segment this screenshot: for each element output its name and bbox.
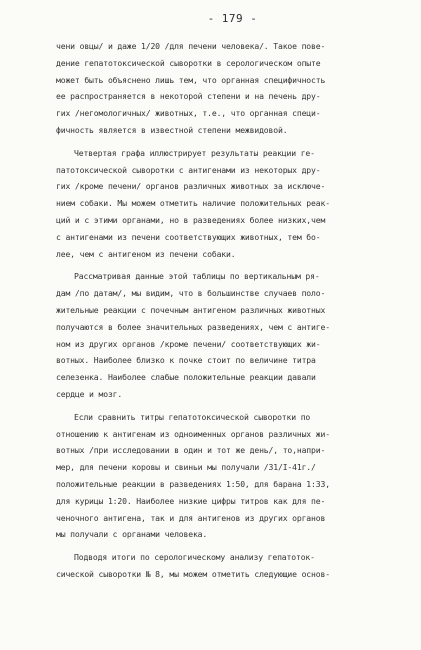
text-line: лее, чем с антигеном из печени собаки. [56,248,236,259]
text-line: с антигенами из печени соответствующих животных, тем бо- [56,231,321,242]
text-line: вотных. Наиболее близко к почке стоит по величине титра [56,355,316,366]
text-line: ченочного антигена, так и для антигенов из других органов [56,512,326,523]
text-line: чени овцы/ и даже 1/20 /для печени человека/. Такое пове- [56,41,326,51]
text-line: гих /негомологичных/ животных, т.е., что органная специ- [56,108,321,119]
text-line: положительные реакции в разведениях 1:50, для барана 1:33, [56,478,330,489]
paragraph-1 [56,38,395,139]
text-line: селезенка. Наиболее слабые положительные реакции давали [56,372,316,383]
text-line: получаются в более значительных разведениях, чем с антиге- [56,321,330,332]
text-line: ций и с этими органами, но в разведениях более низких,чем [56,214,326,225]
text-line: фичность является в известной степени межвидовой. [56,124,288,135]
text-line: мер, для печени коровы и свиньи мы получали /31/I-41г./ [56,462,316,473]
text-line: жительные реакции с почечным антигеном различных животных [56,304,326,315]
text-line: сердце и мозг. [56,388,123,399]
text-line: Рассматривая данные этой таблицы по вертикальным ря- [74,271,320,282]
text-line: мы получали с органами человека. [56,529,208,540]
paragraph-3 [56,268,395,402]
text-line: вотных /при исследовании в один и тот же день/, то,напри- [56,445,326,456]
text-line: дение гепатотоксической сыворотки в серологическом опыте [56,57,321,68]
text-line: нием собаки. Мы можем отметить наличие положительных реак- [56,198,330,209]
paragraph-4 [56,409,395,543]
text-line: патотоксической сыворотки с антигенами из некоторых дру- [56,164,321,175]
page-number: - 179 - [207,12,258,25]
paragraph-2 [56,145,395,263]
text-line: дам /по датам/, мы видим, что в большинстве случаев поло- [56,288,326,299]
text-line: для курицы 1:20. Наиболее низкие цифры титров как для пе- [56,495,326,506]
text-line: отношению к антигенам из одноименных органов различных жи- [56,428,330,439]
paragraph-5 [56,549,395,583]
text-line: ее распространяется в некоторой степени и на печень дру- [56,91,321,102]
text-line: гих /кроме печени/ органов различных животных за исключе- [56,181,326,192]
text-line: сической сыворотки № 8, мы можем отметить следующие основ- [56,568,330,579]
text-line: может быть объяснено лишь тем, что органная специфичность [56,74,326,85]
text-line: Подводя итоги по серологическому анализу гепатоток- [74,552,315,563]
text-line: Если сравнить титры гепатотоксической сыворотки по [74,411,311,422]
text-line: ном из других органов /кроме печени/ соответствующих жи- [56,338,321,349]
text-line: Четвертая графа иллюстрирует результаты реакции ге- [74,147,315,158]
